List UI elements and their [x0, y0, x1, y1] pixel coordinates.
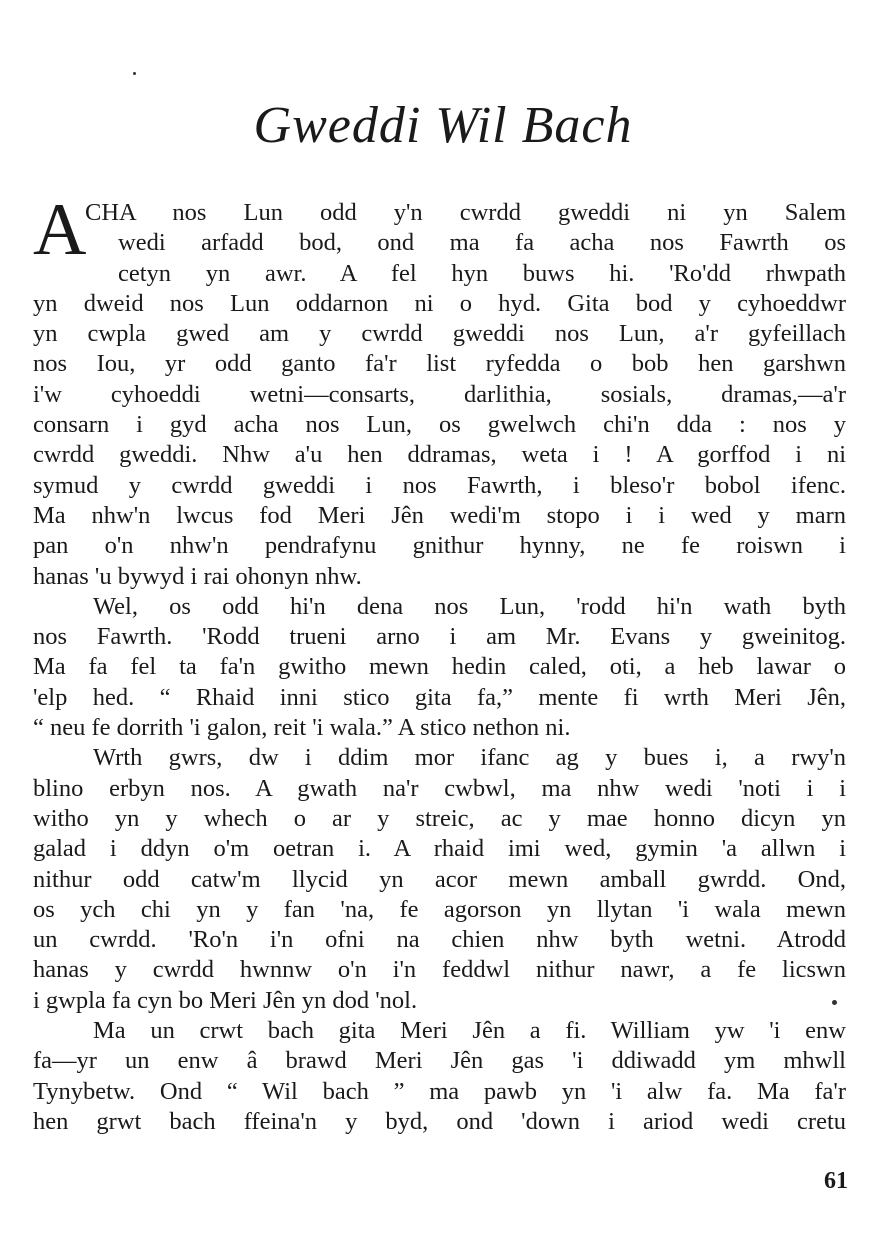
text-line: pan o'n nhw'n pendrafynu gnithur hynny, ne fe roiswn i: [33, 532, 846, 560]
text-line: wedi arfadd bod, ond ma fa acha nos Fawrth os: [118, 229, 846, 257]
text-line: hanas y cwrdd hwnnw o'n i'n feddwl nithur nawr, a fe licswn: [33, 956, 846, 984]
text-line: Wel, os odd hi'n dena nos Lun, 'rodd hi'n wath byth: [93, 592, 846, 620]
text-line: “ neu fe dorrith 'i galon, reit 'i wala.” A stico nethon ni.: [33, 714, 571, 742]
text-line: nithur odd catw'm llycid yn acor mewn amball gwrdd. Ond,: [33, 865, 846, 893]
drop-cap: A: [33, 189, 87, 271]
chapter-title: Gweddi Wil Bach: [253, 97, 633, 154]
text-line: hen grwt bach ffeina'n y byd, ond 'down i ariod wedi cretu: [33, 1107, 846, 1135]
text-line: consarn i gyd acha nos Lun, os gwelwch chi'n dda : nos y: [33, 411, 846, 439]
print-speck: [133, 72, 136, 75]
text-line: Ma fa fel ta fa'n gwitho mewn hedin caled, oti, a heb lawar o: [33, 653, 846, 681]
text-line: cwrdd gweddi. Nhw a'u hen ddramas, weta i ! A gorffod i ni: [33, 441, 846, 469]
text-line: hanas 'u bywyd i rai ohonyn nhw.: [33, 562, 362, 590]
text-line: symud y cwrdd gweddi i nos Fawrth, i bleso'r bobol ifenc.: [33, 471, 846, 499]
text-line: os ych chi yn y fan 'na, fe agorson yn llytan 'i wala mewn: [33, 895, 846, 923]
text-line: yn dweid nos Lun oddarnon ni o hyd. Gita bod y cyhoeddwr: [33, 289, 846, 317]
text-line: cetyn yn awr. A fel hyn buws hi. 'Ro'dd rhwpath: [118, 259, 846, 287]
text-line: galad i ddyn o'm oetran i. A rhaid imi wed, gymin 'a allwn i: [33, 835, 846, 863]
text-line: blino erbyn nos. A gwath na'r cwbwl, ma nhw wedi 'noti i i: [33, 774, 846, 802]
text-line: nos Iou, yr odd ganto fa'r list ryfedda o bob hen garshwn: [33, 350, 846, 378]
text-line: witho yn y whech o ar y streic, ac y mae honno dicyn yn: [33, 804, 846, 832]
text-line: Ma un crwt bach gita Meri Jên a fi. William yw 'i enw: [93, 1017, 846, 1045]
text-line: fa—yr un enw â brawd Meri Jên gas 'i ddiwadd ym mhwll: [33, 1047, 846, 1075]
text-line: CHA nos Lun odd y'n cwrdd gweddi ni yn Salem: [85, 199, 846, 226]
text-line: 'elp hed. “ Rhaid inni stico gita fa,” mente fi wrth Meri Jên,: [33, 683, 846, 711]
print-speck: [832, 1000, 837, 1005]
text-line: un cwrdd. 'Ro'n i'n ofni na chien nhw byth wetni. Atrodd: [33, 926, 846, 954]
text-line: i gwpla fa cyn bo Meri Jên yn dod 'nol.: [33, 986, 418, 1014]
text-line: Tynybetw. Ond “ Wil bach ” ma pawb yn 'i alw fa. Ma fa'r: [33, 1077, 846, 1105]
body-text: [33, 189, 846, 1137]
text-line: i'w cyhoeddi wetni—consarts, darlithia, sosials, dramas,—a'r: [33, 380, 846, 408]
page-number: 61: [824, 1168, 848, 1194]
text-line: yn cwpla gwed am y cwrdd gweddi nos Lun, a'r gyfeillach: [33, 320, 846, 348]
text-line: Ma nhw'n lwcus fod Meri Jên wedi'm stopo i i wed y marn: [33, 501, 846, 529]
text-line: nos Fawrth. 'Rodd trueni arno i am Mr. Evans y gweinitog.: [33, 623, 846, 651]
text-line: Wrth gwrs, dw i ddim mor ifanc ag y bues i, a rwy'n: [93, 744, 846, 772]
